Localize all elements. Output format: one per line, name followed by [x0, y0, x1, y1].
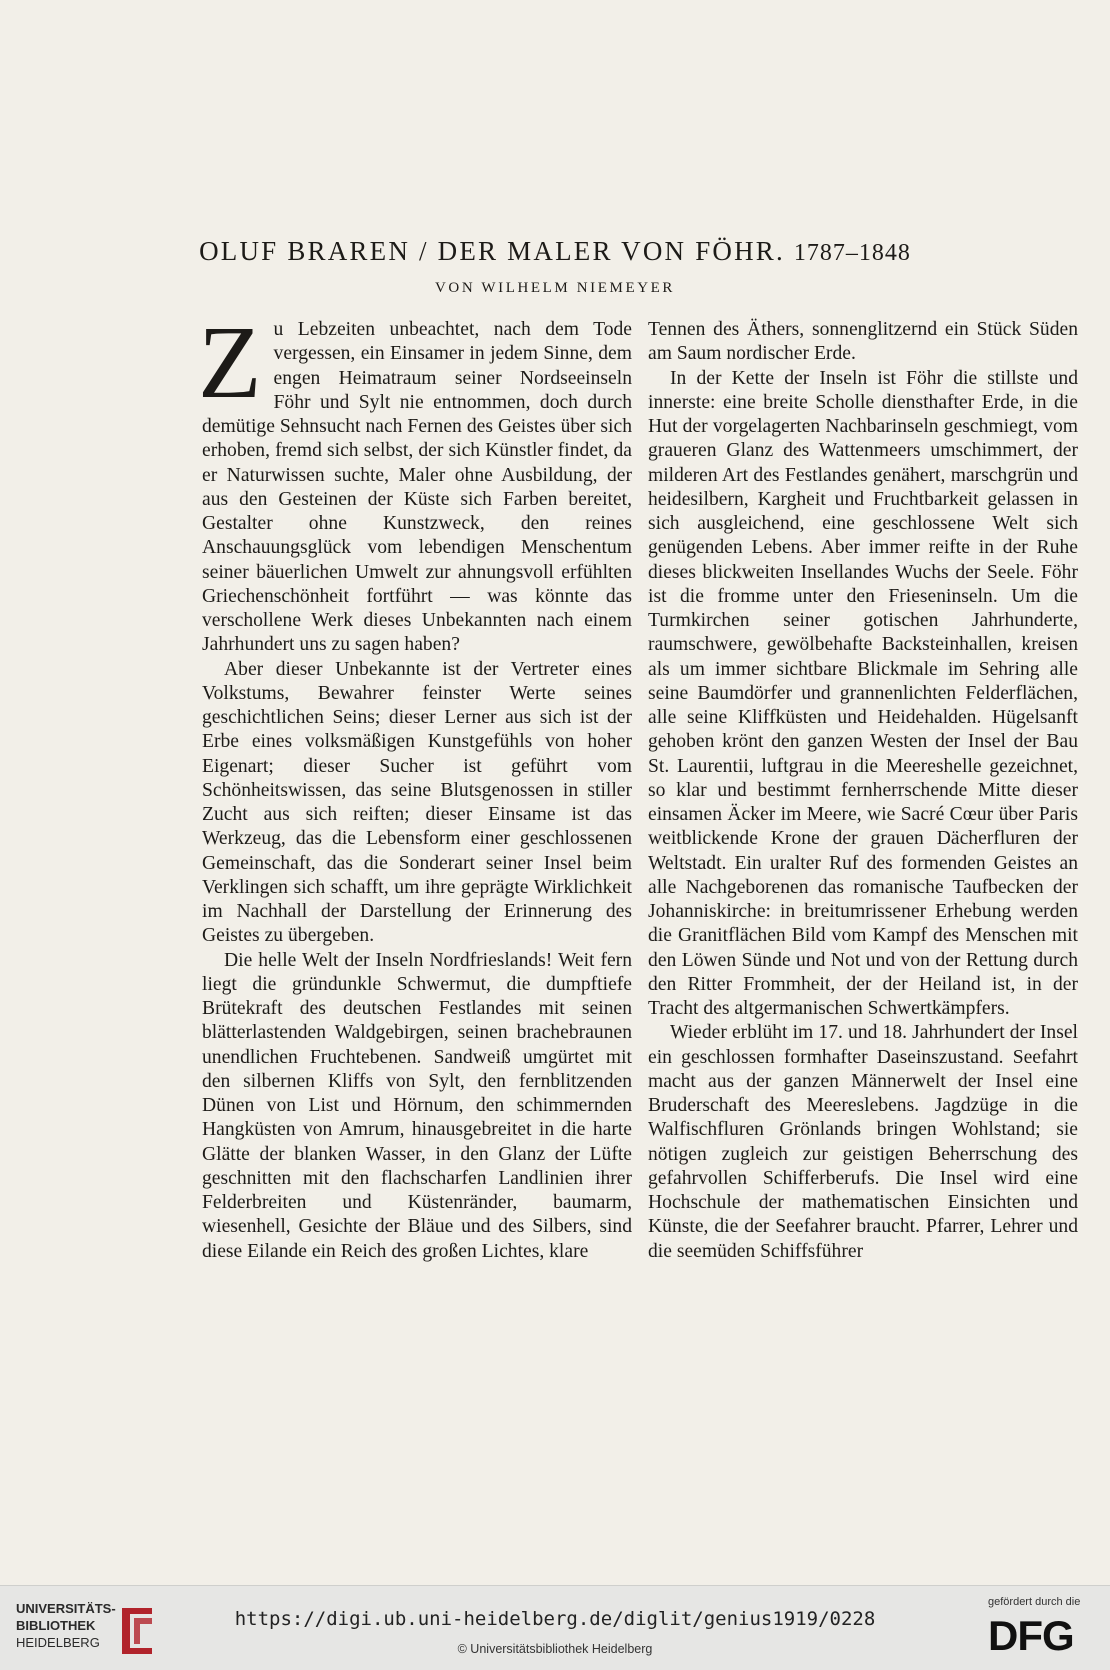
article-byline: VON WILHELM NIEMEYER — [434, 280, 676, 296]
viewer-footer — [0, 1585, 1110, 1670]
logo-line: HEIDELBERG — [16, 1635, 100, 1650]
logo-line: UNIVERSITÄTS- — [16, 1601, 116, 1616]
title-years: 1787–1848 — [793, 240, 911, 266]
dfg-logo[interactable]: DFG — [988, 1612, 1074, 1659]
funding-label: gefördert durch die — [988, 1596, 1081, 1608]
paragraph: Tennen des Äthers, sonnenglitzernd ein Stück Süden am Saum nordischer Erde. — [648, 319, 1078, 365]
permalink-url[interactable]: https://digi.ub.uni-heidelberg.de/diglit/genius1919/0228 — [234, 1608, 876, 1630]
article-title — [0, 236, 1110, 267]
paragraph: Die helle Welt der Inseln Nordfrieslands! Weit fern liegt die gründunkle Schwermut, die dumpftiefe Brütekraft des deutschen Festlandes mit seinen blätterlastenden Waldgebirgen, seinen brachebraunen unendlichen Fruchtebenen. Sandweiß umgürtet mit den silbernen Kliffs von Sylt, den fernblitzenden Dünen von List und Hörnum, den schimmernden Hangküsten von Amrum, hinausgebreitet in die harte Glätte der blanken Wasser, in den Glanz der Lüfte geschnitten mit den flachscharfen Landlinien ihrer Felderbreiten und Küstenränder, baumarm, wiesenhell, Gesichte der Bläue und des Silbers, sind diese Eilande ein Reich des großen Lichtes, klare — [202, 949, 632, 1262]
right-column — [648, 318, 1078, 1264]
paragraph: Wieder erblüht im 17. und 18. Jahrhundert der Insel ein geschlossen formhafter Daseinszustand. Seefahrt macht aus der ganzen Männerwelt der Insel eine Bruderschaft des Meereslebens. Jagdzüge in die Walfischfluren Grönlands bringen Wohlstand; sie nötigen zugleich zur geistigen Beherrschung des gefahrvollen Schifferberufs. Die Insel wird eine Hochschule der mathematischen Einsichten und Künste, die der Seefahrer braucht. Pfarrer, Lehrer und die seemüden Schiffsführer — [648, 1022, 1078, 1262]
title-main: OLUF BRAREN / DER MALER VON FÖHR. — [199, 236, 785, 266]
copyright-notice: © Universitätsbibliothek Heidelberg — [457, 1642, 653, 1656]
logo-line: BIBLIOTHEK — [16, 1618, 96, 1633]
paragraph: Aber dieser Unbekannte ist der Vertreter eines Volkstums, Bewahrer feinster Werte seines geschichtlichen Seins; dieser Lerner aus sich ist der Erbe eines volksmäßigen Kunstgefühls von hoher Eigenart; dieser Sucher ist geführt vom Schönheitswissen, das seine Blutsgenossen in stiller Zucht aus sich reiften; dieser Einsame ist das Werkzeug, das die Lebensform einer geschlossenen Gemeinschaft, das die Sonderart seiner Insel beim Verklingen sich schafft, um ihre geprägte Wirklichkeit im Nachhall der Darstellung der Erinnerung des Geistes zu übergeben. — [202, 658, 632, 947]
drop-cap: Z — [198, 305, 262, 420]
paragraph-text: u Lebzeiten unbeachtet, nach dem Tode vergessen, ein Einsamer in jedem Sinne, dem engen Heimatraum seiner Nordseeinseln Föhr und Sylt nie entnommen, doch durch demütige Sehnsucht nach Fernen des Geistes über sich erhoben, fremd sich selbst, der sich Künstler findet, da er Naturwissen suchte, Maler ohne Ausbildung, der aus den Gesteinen der Küste sich Farben bereitet, Gestalter ohne Kunstzweck, den reines Anschauungsglück vom lebendigen Menschentum seiner bäuerlichen Umwelt zur ahnungsvoll erfühlten Griechenschönheit fortführt — was könnte das verschollene Werk dieses Unbekannten nach einem Jahrhundert uns zu sagen haben? — [202, 319, 632, 656]
paragraph — [198, 305, 632, 658]
left-column — [198, 305, 632, 1264]
paragraph: In der Kette der Inseln ist Föhr die stillste und innerste: eine breite Scholle diensthafter Erde, in die Hut der vorgelagerten Nachbarinseln geschmiegt, vom graueren Glanz des Wattenmeers umschimmert, der milderen Art des Festlandes genähert, marschgrün und heidesilbern, Kargheit und Fruchtbarkeit gelassen in sich ausgleichend, eine geschlossene Welt sich genügenden Lebens. Aber immer reifte in der Ruhe dieses blickweiten Insellandes Wuchs der Seele. Föhr ist die fromme unter den Frieseninseln. Um die Turmkirchen seiner gotischen Jahrhunderte, raumschwere, gewölbehafte Backsteinhallen, kreisen als um immer sichtbare Blickmale im Sehring alle seine Baumdörfer und grannenlichten Felderflächen, alle seine Kliffküsten und Heidehalden. Hügelsanft gehoben krönt den ganzen Westen der Insel der Bau St. Laurentii, luftgrau in die Meereshelle gezeichnet, so klar und bestimmt fernherrschende Mitte dieser einsamen Äcker im Meere, wie Sacré Cœur über Paris weitblickende Krone der grauen Dächerfluren der Weltstadt. Ein uralter Ruf des formenden Geistes an alle Nachgeborenen das romanische Taufbecken der Johanniskirche: in breitumrissener Erhebung werden die Granitflächen Bild vom Kampf des Menschen mit den Löwen Sünde und Not und von der Rettung durch den Ritter Frommheit, der der Heiland ist, in der Tracht des altgermanischen Schwertkämpfers. — [648, 367, 1078, 1019]
